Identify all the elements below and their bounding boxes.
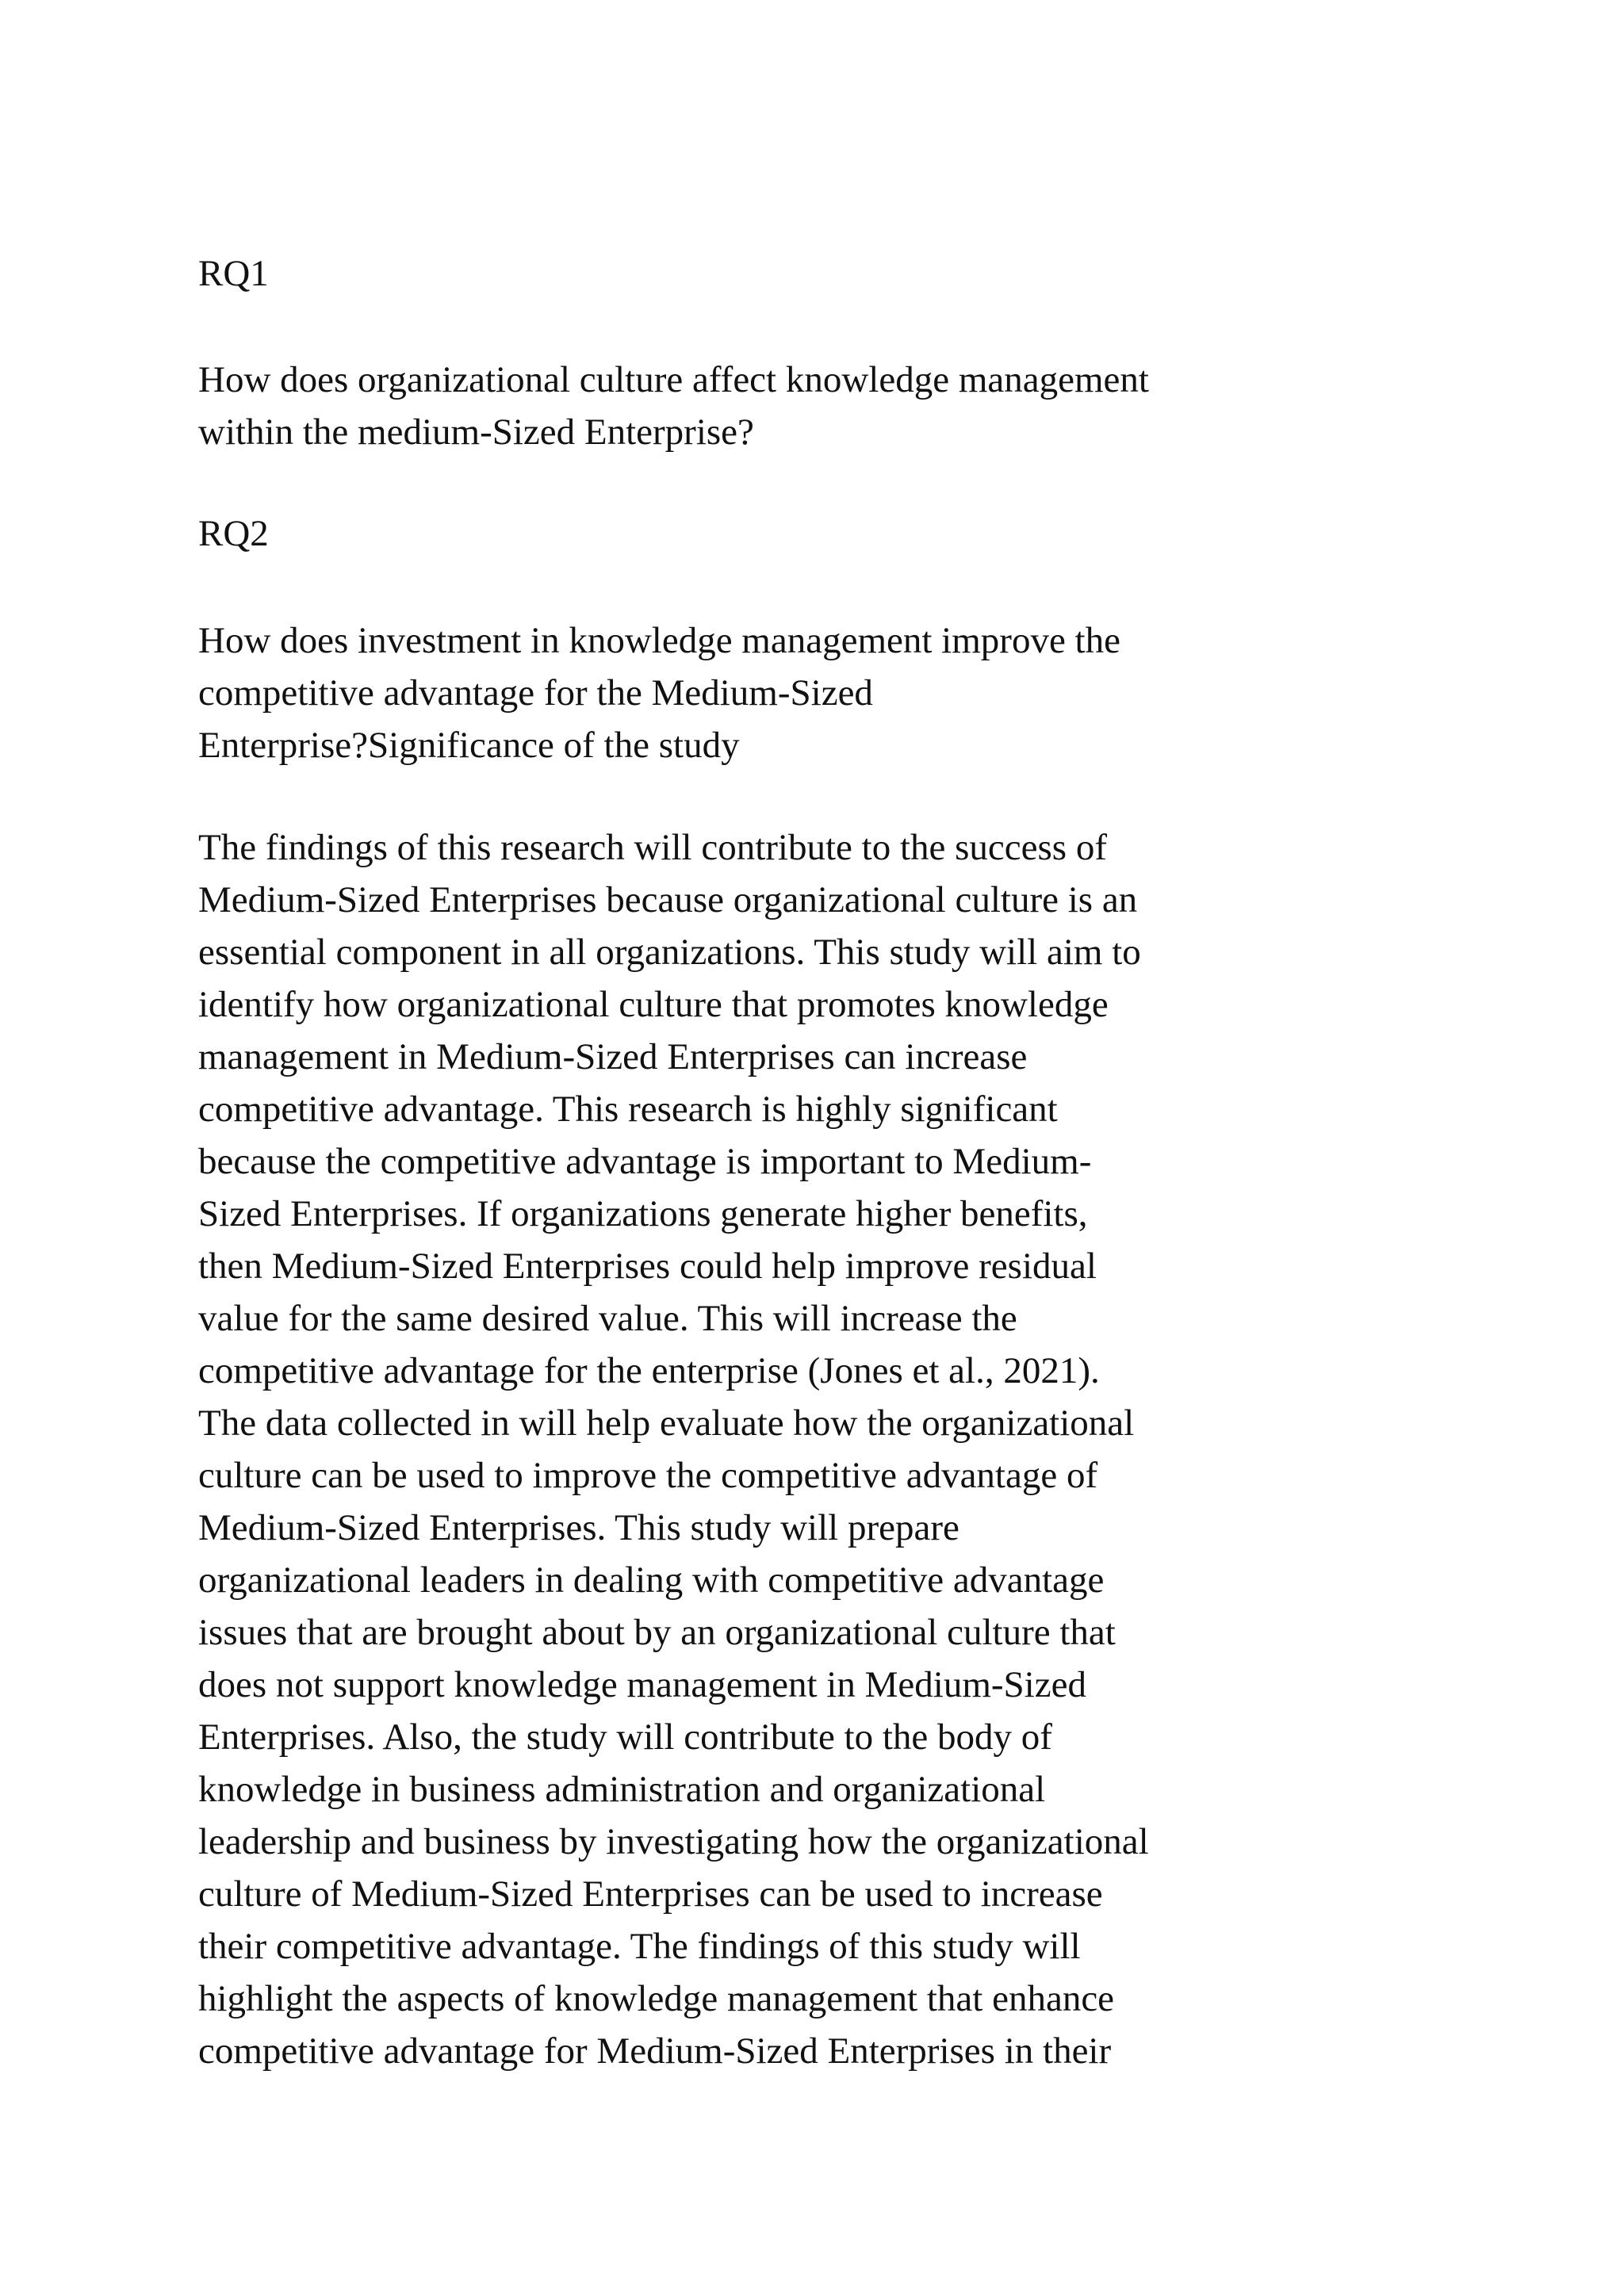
paragraph-line: Sized Enterprises. If organizations generate higher benefits, [198,1193,1088,1234]
rq2-question [198,614,1451,771]
rq1-heading [198,247,1451,300]
paragraph-line: identify how organizational culture that promotes knowledge [198,984,1109,1025]
paragraph-line: competitive advantage. This research is highly significant [198,1089,1058,1130]
paragraph-line: because the competitive advantage is important to Medium- [198,1141,1092,1182]
paragraph-line: Medium-Sized Enterprises because organizational culture is an [198,879,1138,920]
significance-paragraph [198,821,1451,2077]
paragraph-line: value for the same desired value. This will increase the [198,1298,1017,1339]
rq2-question-line: How does investment in knowledge management improve the [198,620,1120,661]
paragraph-line: their competitive advantage. The findings of this study will [198,1926,1081,1967]
rq2-heading [198,507,1451,560]
paragraph-line: then Medium-Sized Enterprises could help improve residual [198,1246,1097,1287]
paragraph-line: essential component in all organizations. This study will aim to [198,932,1141,973]
paragraph-line: Enterprises. Also, the study will contribute to the body of [198,1716,1052,1758]
rq2-question-line: Enterprise?Significance of the study [198,725,740,766]
paragraph-line: culture can be used to improve the competitive advantage of [198,1455,1098,1496]
paragraph-line: highlight the aspects of knowledge management that enhance [198,1978,1115,2019]
rq1-question-line: within the medium-Sized Enterprise? [198,411,754,453]
paragraph-line: culture of Medium-Sized Enterprises can be used to increase [198,1873,1103,1915]
rq1-label: RQ1 [198,253,269,294]
paragraph-line: Medium-Sized Enterprises. This study will prepare [198,1507,959,1548]
paragraph-line: The findings of this research will contribute to the success of [198,827,1107,868]
paragraph-line: management in Medium-Sized Enterprises can increase [198,1036,1028,1077]
paragraph-line: competitive advantage for Medium-Sized Enterprises in their [198,2030,1112,2072]
paragraph-line: knowledge in business administration and organizational [198,1769,1046,1810]
paragraph-line: competitive advantage for the enterprise (Jones et al., 2021). [198,1350,1100,1391]
rq2-label: RQ2 [198,513,269,554]
rq1-question-line: How does organizational culture affect knowledge management [198,359,1149,400]
paragraph-line: The data collected in will help evaluate how the organizational [198,1402,1135,1444]
paragraph-line: organizational leaders in dealing with competitive advantage [198,1559,1105,1601]
rq2-question-line: competitive advantage for the Medium-Sized [198,672,873,714]
paragraph-line: issues that are brought about by an organizational culture that [198,1612,1116,1653]
paragraph-line: leadership and business by investigating how the organizational [198,1821,1149,1862]
paragraph-line: does not support knowledge management in Medium-Sized [198,1664,1086,1705]
rq1-question [198,354,1451,458]
